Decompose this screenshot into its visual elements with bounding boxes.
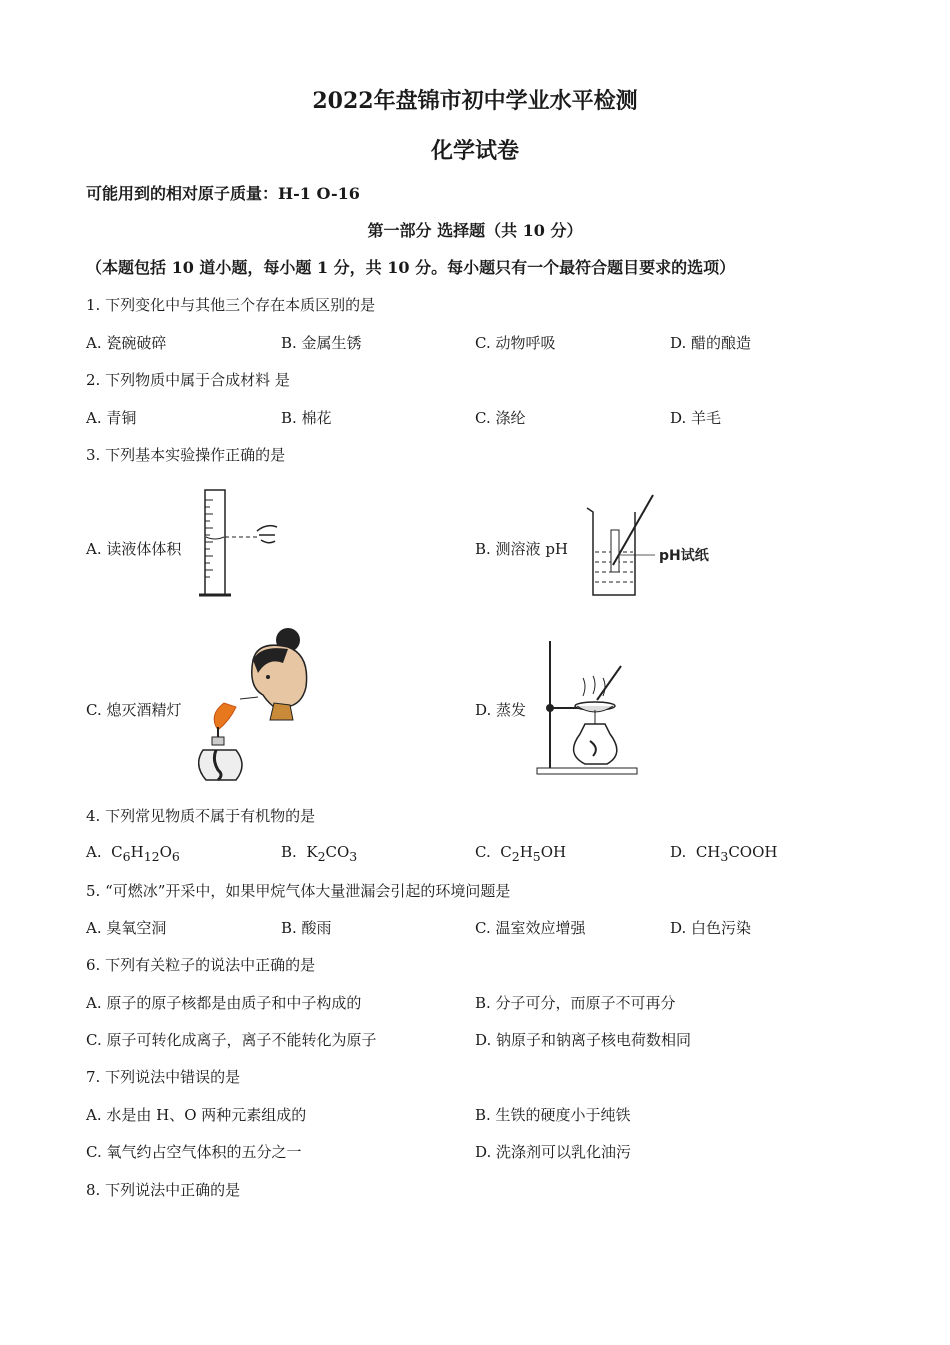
q4-option-c: C. $C_2H_5OH$ xyxy=(475,843,567,864)
q5-option-b: B. 酸雨 xyxy=(281,919,332,937)
question-4-stem: 4. 下列常见物质不属于有机物的是 xyxy=(86,807,316,825)
atomic-mass-note: 可能用到的相对原子质量：H-1 O-16 xyxy=(86,184,360,203)
eye-icon xyxy=(257,526,277,543)
q3-option-a: A. 读液体体积 xyxy=(86,540,182,558)
glass-rod xyxy=(597,666,621,700)
q1-option-d: D. 醋的酿造 xyxy=(670,334,752,352)
ph-test-figure xyxy=(585,490,725,600)
q4-option-a: A. $C_6H_{12}O_6$ xyxy=(86,843,180,864)
q2-option-d: D. 羊毛 xyxy=(670,409,722,427)
q7-option-b: B. 生铁的硬度小于纯铁 xyxy=(475,1106,631,1124)
graduated-cylinder-figure xyxy=(195,485,285,605)
q7-option-d: D. 洗涤剂可以乳化油污 xyxy=(475,1143,632,1161)
question-1-stem: 1. 下列变化中与其他三个存在本质区别的是 xyxy=(86,296,376,314)
q1-option-a: A. 瓷碗破碎 xyxy=(86,334,167,352)
question-2-stem: 2. 下列物质中属于合成材料 是 xyxy=(86,371,290,389)
q3-option-c: C. 熄灭酒精灯 xyxy=(86,701,182,719)
ph-paper-label: pH试纸 xyxy=(659,548,709,564)
alcohol-lamp-figure xyxy=(198,625,313,790)
part-instructions: （本题包括 10 道小题，每小题 1 分，共 10 分。每小题只有一个最符合题目要求的选项） xyxy=(86,258,736,277)
question-7-stem: 7. 下列说法中错误的是 xyxy=(86,1068,241,1086)
q3-option-d: D. 蒸发 xyxy=(475,701,527,719)
evaporation-figure xyxy=(535,636,645,776)
q6-option-a: A. 原子的原子核都是由质子和中子构成的 xyxy=(86,994,362,1012)
q7-option-c: C. 氧气约占空气体积的五分之一 xyxy=(86,1143,302,1161)
q6-option-d: D. 钠原子和钠离子核电荷数相同 xyxy=(475,1031,692,1049)
question-3-stem: 3. 下列基本实验操作正确的是 xyxy=(86,446,286,464)
q2-option-b: B. 棉花 xyxy=(281,409,332,427)
q6-option-c: C. 原子可转化成离子，离子不能转化为原子 xyxy=(86,1031,377,1049)
question-5-stem: 5. “可燃冰”开采中，如果甲烷气体大量泄漏会引起的环境问题是 xyxy=(86,882,511,900)
q5-option-c: C. 温室效应增强 xyxy=(475,919,586,937)
q1-option-b: B. 金属生锈 xyxy=(281,334,362,352)
lamp-flame xyxy=(214,703,236,730)
question-8-stem: 8. 下列说法中正确的是 xyxy=(86,1181,241,1199)
q1-option-c: C. 动物呼吸 xyxy=(475,334,556,352)
exam-subject-title: 化学试卷 xyxy=(430,138,519,164)
part-title: 第一部分 选择题（共 10 分） xyxy=(367,221,583,240)
q6-option-b: B. 分子可分，而原子不可再分 xyxy=(475,994,676,1012)
q5-option-d: D. 白色污染 xyxy=(670,919,752,937)
q2-option-c: C. 涤纶 xyxy=(475,409,526,427)
question-6-stem: 6. 下列有关粒子的说法中正确的是 xyxy=(86,956,316,974)
q4-option-d: D. $CH_3COOH$ xyxy=(670,843,778,864)
q4-option-b: B. $K_2CO_3$ xyxy=(281,843,358,864)
q2-option-a: A. 青铜 xyxy=(86,409,137,427)
q5-option-a: A. 臭氧空洞 xyxy=(86,919,167,937)
page-title: 2022年盘锦市初中学业水平检测 xyxy=(312,88,638,114)
q3-option-b: B. 测溶液 pH xyxy=(475,540,569,558)
q7-option-a: A. 水是由 H、O 两种元素组成的 xyxy=(86,1106,307,1124)
